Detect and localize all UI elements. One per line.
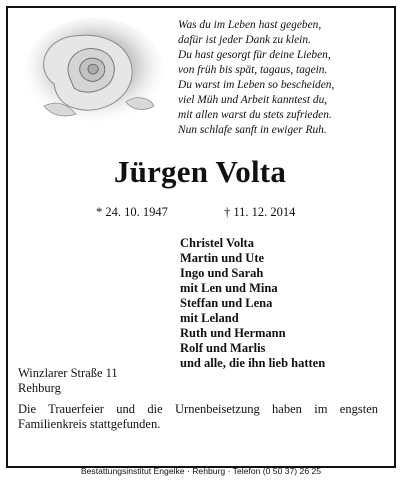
mourner-entry: Martin und Ute bbox=[180, 251, 265, 265]
mourner-entry: und alle, die ihn lieb hatten bbox=[180, 356, 326, 370]
poem-line: Nun schlafe sanft in ewiger Ruh. bbox=[178, 124, 327, 136]
birth-date: * 24. 10. 1947 bbox=[96, 205, 168, 219]
ceremony-notice: Die Trauerfeier und die Urnenbeisetzung haben im engsten Familienkreis stattgefunden. bbox=[18, 402, 378, 431]
poem-line: Du hast gesorgt für deine Lieben, bbox=[178, 49, 331, 61]
poem-line: Was du im Leben hast gegeben, bbox=[178, 19, 322, 31]
address bbox=[18, 366, 118, 396]
poem-line: viel Müh und Arbeit kanntest du, bbox=[178, 94, 328, 106]
death-date: † 11. 12. 2014 bbox=[224, 205, 296, 219]
mourner-entry: Steffan und Lena bbox=[180, 296, 273, 310]
address-street: Winzlarer Straße 11 bbox=[18, 366, 118, 380]
rose-illustration bbox=[14, 14, 164, 132]
poem bbox=[178, 18, 390, 138]
mourner-entry: Christel Volta bbox=[180, 236, 254, 250]
deceased-name: Jürgen Volta bbox=[113, 154, 287, 189]
mourner-entry: Rolf und Marlis bbox=[180, 341, 266, 355]
mourner-entry: Ruth und Hermann bbox=[180, 326, 286, 340]
mourners-list bbox=[180, 236, 390, 371]
mourner-entry: Ingo und Sarah bbox=[180, 266, 264, 280]
address-city: Rehburg bbox=[18, 381, 61, 395]
mourner-entry: mit Leland bbox=[180, 311, 239, 325]
poem-line: von früh bis spät, tagaus, tagein. bbox=[178, 64, 328, 76]
funeral-home-footer: Bestattungsinstitut Engelke · Rehburg · Telefon (0 50 37) 26 25 bbox=[80, 466, 322, 476]
mourner-entry: mit Len und Mina bbox=[180, 281, 278, 295]
poem-line: mit allen warst du stets zufrieden. bbox=[178, 109, 332, 121]
poem-line: dafür ist jeder Dank zu klein. bbox=[178, 34, 311, 46]
poem-line: Du warst im Leben so bescheiden, bbox=[178, 79, 335, 91]
